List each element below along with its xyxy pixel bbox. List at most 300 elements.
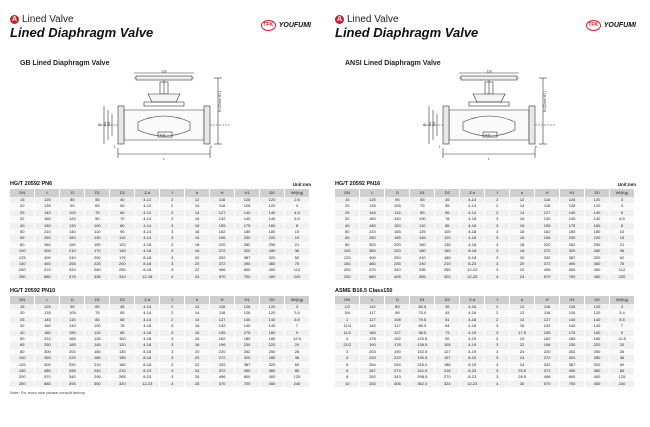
table-cell: 98.5 [410,330,435,336]
table-cell: 4-12 [135,197,160,203]
table-cell: 360 [260,261,285,267]
table-cell: 100 [85,223,110,229]
table-cell: 180 [260,336,285,342]
table-cell: 12-25 [460,274,485,280]
table-cell: 178 [360,336,385,342]
table-cell: 89.0 [410,323,435,329]
table-cell: 332 [535,362,560,368]
table-cell: 600 [235,374,260,380]
table-cell: 250 [585,349,610,355]
table-cell: 225 [85,261,110,267]
table-cell: 65 [335,235,360,241]
table-cell: 175 [560,330,585,336]
table-cell: 700 [235,274,260,280]
table-cell: 115 [385,210,410,216]
table-cell: 160 [60,235,85,241]
table-cell: 12 [185,197,210,203]
table-cell: 196 [210,342,235,348]
table-cell: 220 [535,242,560,248]
table-cell: 21 [284,242,309,248]
table-cell: 250 [10,274,35,280]
table-cell: 2 [160,304,185,310]
table-cell: 2 [485,197,510,203]
table-cell: 180 [85,355,110,361]
table-cell: 8-18 [135,355,160,361]
table-cell: 55 [110,310,135,316]
table-cell: 320 [435,274,460,280]
column-header: D2 [435,189,460,197]
table-cell: 250 [335,274,360,280]
table-cell: 4-14 [460,210,485,216]
table-cell: 40 [10,330,35,336]
table-cell: 45 [435,197,460,203]
table-cell: 310 [110,274,135,280]
table-cell: 2 [160,310,185,316]
table-cell: 210 [435,261,460,267]
table-cell: 570 [360,267,385,273]
table-header-row [335,189,635,197]
table-cell: 480 [360,261,385,267]
table-cell: 165 [360,330,385,336]
table-cell: 90 [85,216,110,222]
table-cell: 125 [85,336,110,342]
table-cell: 16 [185,216,210,222]
label-b: b [535,145,537,149]
column-header: b [510,296,535,304]
table-cell: 80 [110,223,135,229]
table-cell: 11/2 [335,330,360,336]
table-cell: 116 [210,203,235,209]
table-cell: 340 [60,374,85,380]
table-cell: 210 [35,336,60,342]
table-cell: 4-14 [135,216,160,222]
table-cell: 3 [160,349,185,355]
column-header: D [385,296,410,304]
table-cell: 3 [160,374,185,380]
table-cell: 175 [560,223,585,229]
table-cell: 372 [210,368,235,374]
table-cell: 8 [284,223,309,229]
table-cell: 4-18 [135,248,160,254]
table-cell: 16 [185,336,210,342]
table-cell: 3 [485,374,510,380]
table-cell: 600 [560,267,585,273]
table-cell: 155 [435,248,460,254]
table-cell: 272 [535,355,560,361]
table-cell: 210 [360,229,385,235]
label-d1: D1 [428,121,432,126]
table-cell: 92 [435,336,460,342]
table-cell: 139.5 [410,342,435,348]
table-cell: 32 [10,323,35,329]
table-cell: 3 [485,223,510,229]
unit-label: Unit:mm [292,182,311,187]
table-cell: 387 [560,362,585,368]
section-title: GB Lined Diaphragm Valve [20,60,110,67]
table-cell: 200 [10,374,35,380]
table-cell: 240 [60,255,85,261]
table-cell: 4-18 [135,336,160,342]
table-cell: 32 [335,216,360,222]
column-header: DN [335,189,360,197]
table-cell: 21/2 [335,342,360,348]
table-cell: 254 [360,362,385,368]
table-cell: 216.0 [410,362,435,368]
column-header: Wt(Kg) [609,189,634,197]
table-cell: 20 [185,355,210,361]
label-ds: DS [162,70,167,74]
table-cell: 3 [160,216,185,222]
table-cell: 8-18 [460,255,485,261]
table-cell: 300 [35,349,60,355]
table-cell: 65 [410,197,435,203]
table-cell: 5 [609,210,634,216]
table-cell: 127 [210,210,235,216]
table-cell: 3 [485,216,510,222]
table-cell: 220 [385,248,410,254]
table-cell: 700 [235,381,260,387]
table-cell: 3.4 [284,310,309,316]
table-cell: 210 [410,255,435,261]
table-cell: 3 [609,197,634,203]
table-cell: 180 [560,229,585,235]
table-cell: 100 [10,355,35,361]
table-cell: 78 [435,216,460,222]
table-cell: 230 [560,235,585,241]
table-cell: 250 [60,362,85,368]
table-cell: 15 [10,197,35,203]
table-cell: 112 [284,267,309,273]
table-cell: 267 [360,368,385,374]
table-cell: 372 [210,261,235,267]
table-cell: 4-18 [135,330,160,336]
table-cell: 36 [609,248,634,254]
table-cell: 220 [284,274,309,280]
column-header: D0 [585,189,610,197]
table-cell: 10 [609,229,634,235]
table-cell: 4-18 [460,242,485,248]
table-cell: 152 [385,336,410,342]
table-cell: 570 [35,267,60,273]
table-cell: 180 [410,248,435,254]
table-cell: 8 [609,223,634,229]
table-cell: 3 [485,336,510,342]
table-cell: 127 [210,317,235,323]
table-cell: 140 [585,323,610,329]
table-cell: 16 [510,223,535,229]
table-cell: 2 [160,203,185,209]
table-cell: 180 [360,223,385,229]
table-cell: 105 [435,342,460,348]
label-d1: D1 [103,121,107,126]
table-cell: 50 [110,203,135,209]
table-cell: 145 [85,342,110,348]
table-cell: 320 [235,248,260,254]
table-cell: 280 [585,355,610,361]
table-cell: 126 [560,203,585,209]
table-cell: 117 [360,310,385,316]
table-cell: 145 [35,210,60,216]
table-cell: 3 [284,203,309,209]
table-cell: 16 [185,330,210,336]
table-cell: 406 [385,381,410,387]
table-cell: 160 [360,216,385,222]
table-cell: 112 [609,267,634,273]
table-cell: 185 [110,362,135,368]
table-cell: 1 [335,317,360,323]
table-cell: 300 [360,242,385,248]
right-page [325,0,650,427]
table-cell: 8 [335,374,360,380]
table-cell: 185 [385,235,410,241]
table-cell: 64 [435,323,460,329]
table-cell: 16 [510,235,535,241]
table-cell: 75 [284,261,309,267]
table-cell: 320 [585,362,610,368]
table-cell: 43 [435,310,460,316]
table-cell: 180 [560,336,585,342]
table-cell: 480 [35,368,60,374]
table-cell: 160 [585,223,610,229]
table-cell: 26 [185,374,210,380]
table-cell: 272 [210,248,235,254]
table-cell: 372 [535,368,560,374]
table-cell: 140 [560,317,585,323]
table-cell: 16 [185,323,210,329]
table-cell: 280 [85,267,110,273]
table-cell: 120 [585,197,610,203]
table-cell: 60 [110,210,135,216]
table-cell: 4-14 [460,203,485,209]
table-cell: 343 [385,374,410,380]
table-cell: 170 [85,248,110,254]
table-cell: 50 [10,336,35,342]
table-cell: 570 [535,274,560,280]
table-cell: 320 [235,355,260,361]
table-cell: 262 [235,349,260,355]
table-cell: 65 [10,235,35,241]
table-cell: 115 [60,317,85,323]
table-cell: 6.5 [609,216,634,222]
table-cell: 51 [435,317,460,323]
table-cell: 95 [385,197,410,203]
table-cell: 130 [60,223,85,229]
table-cell: 8-18 [135,349,160,355]
table-cell: 200 [85,255,110,261]
column-header: L [35,296,60,304]
table-cell: 85 [435,223,460,229]
table-cell: 16 [185,229,210,235]
table-cell: 140 [585,210,610,216]
table-cell: 14 [185,210,210,216]
table-cell: 160 [35,323,60,329]
table-cell: 36 [284,355,309,361]
table-cell: 360 [585,368,610,374]
table-cell: 12.5 [284,336,309,342]
table-cell: 3/4 [335,310,360,316]
table-cell: 4-14 [460,197,485,203]
table-cell: 180 [35,223,60,229]
table-cell: 230 [560,342,585,348]
table-cell: 230 [235,342,260,348]
table-cell: 116 [535,197,560,203]
table-label: ASME B16.5 Class150 [335,288,393,294]
table-cell: 680 [35,274,60,280]
table-row [10,381,310,387]
table-cell: 400 [360,255,385,261]
table-cell: 125 [10,362,35,368]
table-cell: 79.5 [410,317,435,323]
brand-subtitle [335,14,399,25]
table-cell: 14 [185,310,210,316]
table-cell: 220 [609,274,634,280]
table-cell: 400 [260,274,285,280]
table-cell: 196 [210,235,235,241]
table-cell: 145 [360,210,385,216]
table-cell: 2 [160,197,185,203]
table-cell: 220 [585,235,610,241]
table-cell: 145 [410,235,435,241]
table-cell: 110 [85,229,110,235]
table-cell: 395 [60,381,85,387]
table-cell: 320 [260,362,285,368]
table-cell: 175 [235,330,260,336]
table-cell: 162 [535,336,560,342]
column-header: D0 [585,296,610,304]
table-cell: 3 [160,223,185,229]
table-cell: 18 [185,242,210,248]
table-cell: 14 [185,304,210,310]
table-cell: 24 [185,274,210,280]
table-cell: 335 [85,274,110,280]
table-cell: 298.5 [410,374,435,380]
table-cell: 372 [535,261,560,267]
table-cell: 3 [160,229,185,235]
table-cell: 200 [335,267,360,273]
table-cell: 180 [585,336,610,342]
table-cell: 70 [110,216,135,222]
table-cell: 52 [609,255,634,261]
table-cell: 262 [560,242,585,248]
column-header: H [210,189,235,197]
table-cell: 90 [60,203,85,209]
table-cell: 4-14 [135,229,160,235]
table-cell: 110 [85,330,110,336]
column-header: DN [10,189,35,197]
table-cell: 22 [185,362,210,368]
table-cell: 240 [609,381,634,387]
table-cell: 255 [110,267,135,273]
column-header: D1 [85,296,110,304]
table-cell: 140 [560,323,585,329]
table-cell: 203 [360,349,385,355]
table-cell: 120 [260,304,285,310]
table-cell: 700 [560,381,585,387]
table-cell: 21 [609,242,634,248]
table-cell: 125 [35,197,60,203]
table-cell: 1/2 [335,304,360,310]
column-header: DN [335,296,360,304]
table-cell: 45 [110,304,135,310]
table-cell: 14 [510,317,535,323]
table-cell: 150 [385,223,410,229]
company-logo [586,20,636,31]
table-cell: 320 [110,381,135,387]
table-cell: 3 [160,323,185,329]
table-cell: 8-18 [135,362,160,368]
table-cell: 160 [85,349,110,355]
table-cell: 2.6 [284,197,309,203]
table-cell: 80 [10,349,35,355]
valve-drawing [78,70,248,170]
table-cell: 490 [235,368,260,374]
table-cell: 387 [235,255,260,261]
table-cell: 25 [10,210,35,216]
table-cell: 85 [85,317,110,323]
table-cell: 280 [585,248,610,254]
table-cell: 400 [585,267,610,273]
table-cell: 265 [60,261,85,267]
table-cell: 330 [360,381,385,387]
table-cell: 150 [85,242,110,248]
label-d: D [423,123,427,126]
table-cell: 320 [585,255,610,261]
table-cell: 4-14 [135,223,160,229]
table-cell: 490 [560,368,585,374]
logo-text: YOUFUMI [603,22,636,29]
table-cell: 155 [535,223,560,229]
table-cell: 220 [260,235,285,241]
table-cell: 110 [360,304,385,310]
table-cell: 4-18 [460,216,485,222]
label-nd: n-d [160,133,166,137]
table-cell: 75 [85,210,110,216]
table-cell: 157 [435,355,460,361]
table-cell: 135 [110,349,135,355]
table-cell: 155 [535,330,560,336]
table-cell: 155 [210,330,235,336]
table-cell: 127 [385,330,410,336]
label-l: L [163,157,165,161]
table-cell: 3 [485,242,510,248]
table-cell: 75 [609,261,634,267]
table-cell: 4-14 [135,304,160,310]
table-cell: 260 [35,242,60,248]
table-cell: 190 [60,242,85,248]
table-cell: 190 [385,349,410,355]
table-cell: 20 [10,203,35,209]
column-header: H [535,296,560,304]
table-cell: 200 [10,267,35,273]
table-cell: 496 [210,267,235,273]
table-cell: 165 [60,336,85,342]
table-cell: 28.5 [510,374,535,380]
table-cell: 570 [535,381,560,387]
table-cell: 108 [385,317,410,323]
spec-table [335,296,635,387]
table-cell: 162 [210,336,235,342]
table-cell: 2 [485,203,510,209]
table-cell: 127 [535,317,560,323]
table-cell: 360 [260,368,285,374]
table-cell: 132 [210,216,235,222]
table-cell: 40 [335,223,360,229]
table-cell: 4-14 [135,310,160,316]
table-cell: 105 [60,310,85,316]
table-cell: 350 [85,381,110,387]
table-cell: 295 [410,267,435,273]
table-cell: 262 [235,242,260,248]
